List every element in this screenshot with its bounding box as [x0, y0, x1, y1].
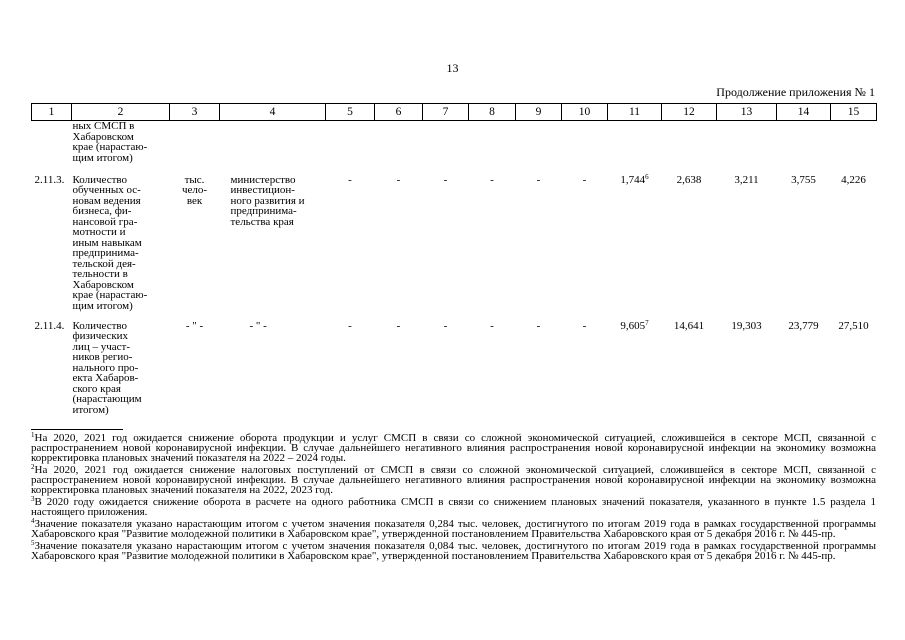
- value-cell: [717, 121, 777, 175]
- row-number: 2.11.4.: [34, 319, 65, 332]
- value-cell: 3,755: [791, 173, 816, 186]
- value-cell: -: [348, 319, 352, 332]
- value-cell: -: [582, 319, 587, 332]
- header-cell: 12: [662, 104, 717, 121]
- footnote-divider: [31, 429, 123, 430]
- value-cell: -: [348, 173, 352, 186]
- footnote-marker: 1: [31, 431, 35, 439]
- footnote-ref: 6: [645, 172, 649, 181]
- footnote-item: [31, 519, 876, 539]
- footnote-item: [31, 541, 876, 561]
- unit-cell: тыс. чело- век: [181, 173, 208, 207]
- value-cell: 14,641: [673, 319, 705, 332]
- value-cell: [562, 121, 608, 175]
- value-text: 9,605: [620, 319, 646, 332]
- value-cell: [831, 121, 877, 175]
- value-cell: -: [490, 319, 494, 332]
- header-cell: 1: [32, 104, 72, 121]
- value-cell: -: [396, 319, 401, 332]
- value-cell: [469, 121, 516, 175]
- row-number: [32, 121, 72, 175]
- indicator-name: ных СМСП в Хабаровском крае (нарастаю- щим итогом): [72, 120, 148, 164]
- table-row: [32, 121, 877, 175]
- page-number: 13: [446, 61, 459, 75]
- footnote-ref: 7: [645, 318, 649, 327]
- unit-cell: [170, 121, 220, 175]
- value-cell: [608, 172, 662, 321]
- header-row: [32, 104, 877, 121]
- value-text: 1,744: [620, 173, 646, 186]
- footnote-text: На 2020, 2021 год ожидается снижение оборота продукции и услуг СМСП в связи со сложной экономической ситуацией, сложившейся в секторе МСП, связанной с распространением новой коронавирусной инфекции. В случае дальнейшего негативного влияния распространения новой коронавирусной инфекции на экономику возможна корректировка плановых значений показателя на 2022 – 2024 годы.: [31, 432, 876, 464]
- value-cell: [608, 318, 662, 421]
- footnote-item: [31, 497, 876, 517]
- value-cell: -: [536, 319, 541, 332]
- footnote-text: Значение показателя указано нарастающим итогом с учетом значения показателя 0,284 тыс. человек, достигнутого по итогам 2019 года в рамках государственной программы Хабаровского края "Развитие молодежной политики в Хабаровском крае", утвержденной постановлением Правительства Хабаровского края от 5 декабря 2016 г. № 445-пр.: [31, 518, 876, 540]
- value-cell: -: [490, 173, 494, 186]
- responsible-cell: министерство инвестицион- ного развития и предпринима- тельства края: [230, 173, 305, 228]
- row-number: 2.11.3.: [34, 173, 65, 186]
- footnote-text: В 2020 году ожидается снижение оборота в расчете на одного работника СМСП в связи со снижением плановых значений показателя, указанного в пункте 1.5 раздела 1 настоящего приложения.: [31, 496, 876, 518]
- header-cell: 4: [220, 104, 326, 121]
- continuation-label: Продолжение приложения № 1: [716, 85, 875, 99]
- indicator-name: Количество обученных ос- новам ведения бизнеса, фи- нансовой гра- мотности и иным навыкам предпринима- тельской дея- тельности в Хабаровском крае (нарастаю- щим итогом): [72, 173, 148, 312]
- header-cell: 9: [516, 104, 562, 121]
- value-cell: 27,510: [838, 319, 869, 332]
- indicators-table: [31, 103, 877, 421]
- header-cell: 7: [423, 104, 469, 121]
- header-cell: 11: [608, 104, 662, 121]
- footnote-marker: 2: [31, 463, 35, 471]
- header-cell: 13: [717, 104, 777, 121]
- value-cell: [608, 121, 662, 175]
- unit-cell: - " -: [185, 319, 204, 332]
- responsible-cell: [220, 121, 326, 175]
- value-cell: 19,303: [731, 319, 762, 332]
- value-cell: -: [582, 173, 587, 186]
- value-cell: 4,226: [841, 173, 866, 186]
- value-cell: 3,211: [734, 173, 759, 186]
- header-cell: 5: [326, 104, 375, 121]
- value-cell: [375, 121, 423, 175]
- table-row: [32, 175, 877, 321]
- footnote-marker: 4: [31, 517, 35, 525]
- indicator-name: Количество физических лиц – участ- ников регио- нального про- екта Хабаров- ского края (нарастающим итогом): [72, 319, 142, 416]
- value-cell: [777, 121, 831, 175]
- value-cell: [423, 121, 469, 175]
- header-cell: 15: [831, 104, 877, 121]
- header-cell: 14: [777, 104, 831, 121]
- footnote-text: На 2020, 2021 год ожидается снижение налоговых поступлений от СМСП в связи со сложной экономической ситуацией, сложившейся в секторе МСП, связанной с распространением новой коронавирусной инфекции. В случае дальнейшего негативного влияния распространения новой коронавирусной инфекции на экономику возможна корректировка плановых значений показателя на 2022, 2023 год.: [31, 464, 876, 496]
- header-cell: 8: [469, 104, 516, 121]
- value-cell: -: [536, 173, 541, 186]
- header-cell: 10: [562, 104, 608, 121]
- value-cell: [662, 121, 717, 175]
- footnote-item: [31, 433, 876, 463]
- value-cell: -: [396, 173, 401, 186]
- footnote-marker: 5: [31, 539, 35, 547]
- value-cell: -: [443, 173, 448, 186]
- footnote-text: Значение показателя указано нарастающим итогом с учетом значения показателя 0,084 тыс. человек, достигнутого по итогам 2019 года в рамках государственной программы Хабаровского края "Развитие молодежной политики в Хабаровском крае", утвержденной постановлением Правительства Хабаровского края от 5 декабря 2016 г. № 445-пр.: [31, 540, 876, 562]
- value-cell: 2,638: [676, 173, 702, 186]
- header-cell: 6: [375, 104, 423, 121]
- value-cell: -: [443, 319, 448, 332]
- footnote-item: [31, 465, 876, 495]
- table-row: [32, 321, 877, 421]
- footnotes: [31, 433, 876, 563]
- value-cell: [326, 121, 375, 175]
- value-cell: [516, 121, 562, 175]
- header-cell: 3: [170, 104, 220, 121]
- value-cell: 23,779: [788, 319, 819, 332]
- responsible-cell: - " -: [249, 319, 267, 332]
- footnote-marker: 3: [31, 495, 35, 503]
- header-cell: 2: [72, 104, 170, 121]
